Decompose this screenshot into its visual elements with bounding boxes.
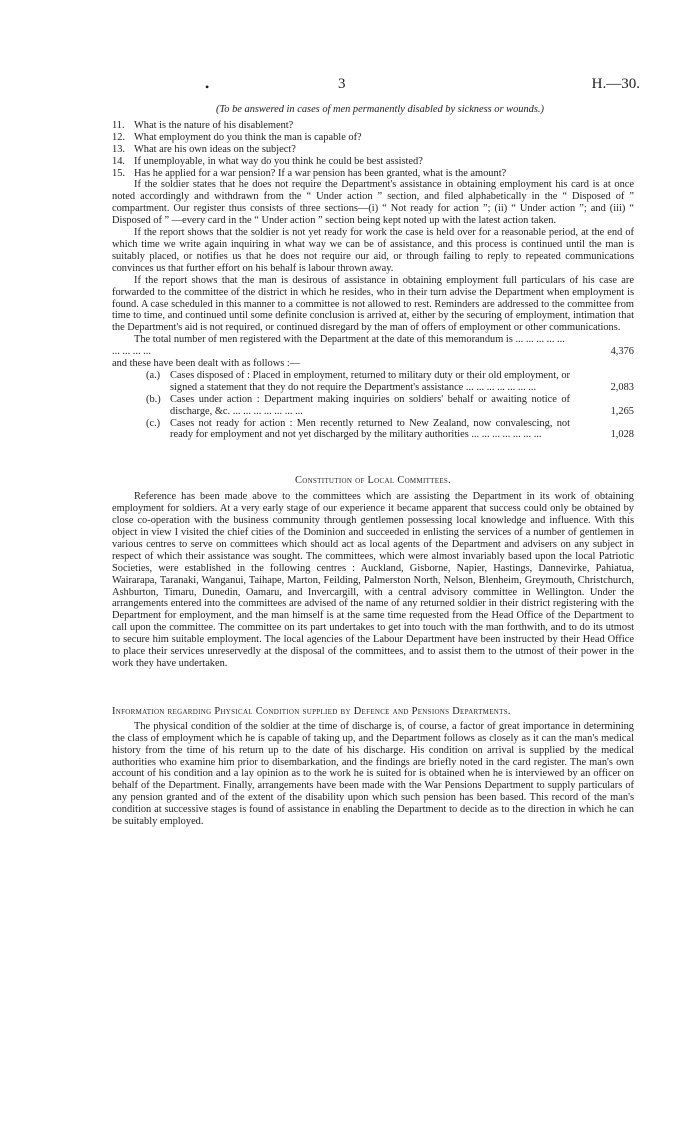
- case-value: 1,265: [610, 405, 634, 417]
- case-item: [146, 394, 634, 418]
- case-value: 2,083: [610, 381, 634, 393]
- case-text: Cases disposed of : Placed in employment, returned to military duty or their old employment, or signed a statement that they do not require the Department's assistance: [170, 369, 570, 393]
- paragraph: Reference has been made above to the committees which are assisting the Department in its work of obtaining employment for soldiers. At a very early stage of our experience it became apparent that success could only be obtained by close co-operation with the business community through gentlemen possessing local knowledge and influence. With this object in view I visited the chief cities of the Dominion and succeeded in enlisting the services of a number of gentlemen in various centres to serve on committees which should act as local agents of the Department and advisers on any subject in respect of which their assistance was sought. The committees, which were almost invariably based upon the local Patriotic Societies, were established in the following centres : Auckland, Gisborne, Napier, Hastings, Dannevirke, Pahiatua, Wairarapa, Taranaki, Wanganui, Taihape, Marton, Feilding, Palmerston North, Nelson, Blenheim, Greymouth, Christchurch, Ashburton, Timaru, Dunedin, Oamaru, and Invercargill, with a central advisory committee in Wellington. Under the arrangements entered into the committees are advised of the name of any returned soldier in their district registering with the Department for employment, and the man himself is at the same time requested from the Head Office of the Department to call upon the committee. The committee on its part undertakes to get into touch with the man forthwith, and to do its utmost to secure him suitable employment. The local agencies of the Labour Department have been instructed by their Head Office to place their services unreservedly at the disposal of the committees, and to assist them to the utmost of their power in the work they have undertaken.: [112, 491, 634, 669]
- section-intro: (To be answered in cases of men permanently disabled by sickness or wounds.): [216, 104, 544, 115]
- page-number: 3: [338, 76, 346, 92]
- dot-leaders: ... ... ... ... ... ... ... ... ...: [112, 334, 565, 358]
- question-item: 14. If unemployable, in what way do you think he could be best assisted?: [112, 155, 423, 167]
- paragraph: If the report shows that the man is desirous of assistance in obtaining employment full particulars of his case are forwarded to the committee of the district in which he resides, who in their turn advise the Department when employment is found. A case scheduled in this manner to a committee is not allowed to rest. Reminders are addressed to the committee from time to time, and continued until some definite conclusion is arrived at, either by the securing of employment, intimation that the Department's aid is not required, or continued disregard by the man of offers of employment or other communications.: [112, 274, 634, 334]
- case-item: [146, 418, 634, 442]
- dot-leaders: ... ... ... ... ... ... ...: [232, 405, 303, 417]
- margin-dot: •: [205, 80, 210, 94]
- case-label: (b.): [146, 393, 161, 405]
- case-list: [146, 370, 634, 441]
- case-label: (a.): [146, 369, 161, 381]
- case-value: 1,028: [610, 429, 634, 441]
- question-item: 11. What is the nature of his disablement?: [112, 119, 294, 131]
- page-header: [0, 76, 700, 96]
- section-heading-physical-condition: Information regarding Physical Condition supplied by Defence and Pensions Departments.: [112, 705, 511, 717]
- paragraph: If the report shows that the soldier is not yet ready for work the case is held over for a reasonable period, at the end of which time we write again inquiring in what way we can be of assistance, and this process is continued until the man is suitably placed, or notifies us that he does not require our aid, or through failing to reply to repeated communications convinces us that further effort on his behalf is labour thrown away.: [112, 227, 634, 274]
- question-item: 15. Has he applied for a war pension? If a war pension has been granted, what is the amount?: [112, 167, 507, 179]
- dot-leaders: ... ... ... ... ... ... ...: [471, 429, 542, 441]
- dot-leaders: ... ... ... ... ... ... ...: [465, 381, 537, 393]
- paragraph: The physical condition of the soldier at the time of discharge is, of course, a factor of great importance in determining the class of employment which he is capable of taking up, and the Department follows as closely as it can the man's medical history from the time of his return up to the date of his discharge. His condition on arrival is supplied by the medical authorities who examine him prior to disembarkation, and the findings are briefly noted in the card register. The man's own account of his condition and a lay opinion as to the work he is suited for is obtained when he is interviewed by an officer on behalf of the Department. Finally, arrangements have been made with the War Pensions Department to supply particulars of any pension granted and of the extent of the disability upon which such pension has been based. This record of the man's condition at successive stages is found of assistance in enabling the Department to decide as to the direction in which he can be suitably employed.: [112, 720, 634, 828]
- case-label: (c.): [146, 417, 161, 429]
- total-registered-row: [112, 334, 634, 358]
- total-after-text: and these have been dealt with as follows :—: [112, 358, 301, 370]
- total-text: The total number of men registered with the Department at the date of this memorandum is: [134, 334, 513, 346]
- case-text: Cases under action : Department making inquiries on soldiers' behalf or awaiting notice of discharge, &c.: [170, 393, 570, 417]
- question-list: [112, 120, 634, 180]
- paragraph: If the soldier states that he does not require the Department's assistance in obtaining employment his card is at once noted accordingly and withdrawn from the “ Under action ” section, and filed alphabetically in the “ Disposed of ” compartment. Our register thus consists of three sections—(i) “ Not ready for action ”; (ii) “ Under action ”; and (iii) “ Disposed of ” —every card in the “ Under action ” section being kept noted up with the latest action taken.: [112, 179, 634, 227]
- case-text: Cases not ready for action : Men recently returned to New Zealand, now convalescing, not ready for employment and not yet discharged by the military authorities: [170, 417, 570, 441]
- case-item: [146, 370, 634, 394]
- total-value: 4,376: [610, 346, 634, 358]
- question-item: 13. What are his own ideas on the subject?: [112, 143, 296, 155]
- section-heading-committees: Constitution of Local Committees.: [295, 475, 451, 487]
- page-body: [112, 104, 634, 828]
- question-item: 12. What employment do you think the man is capable of?: [112, 131, 362, 143]
- document-reference: H.—30.: [591, 76, 640, 92]
